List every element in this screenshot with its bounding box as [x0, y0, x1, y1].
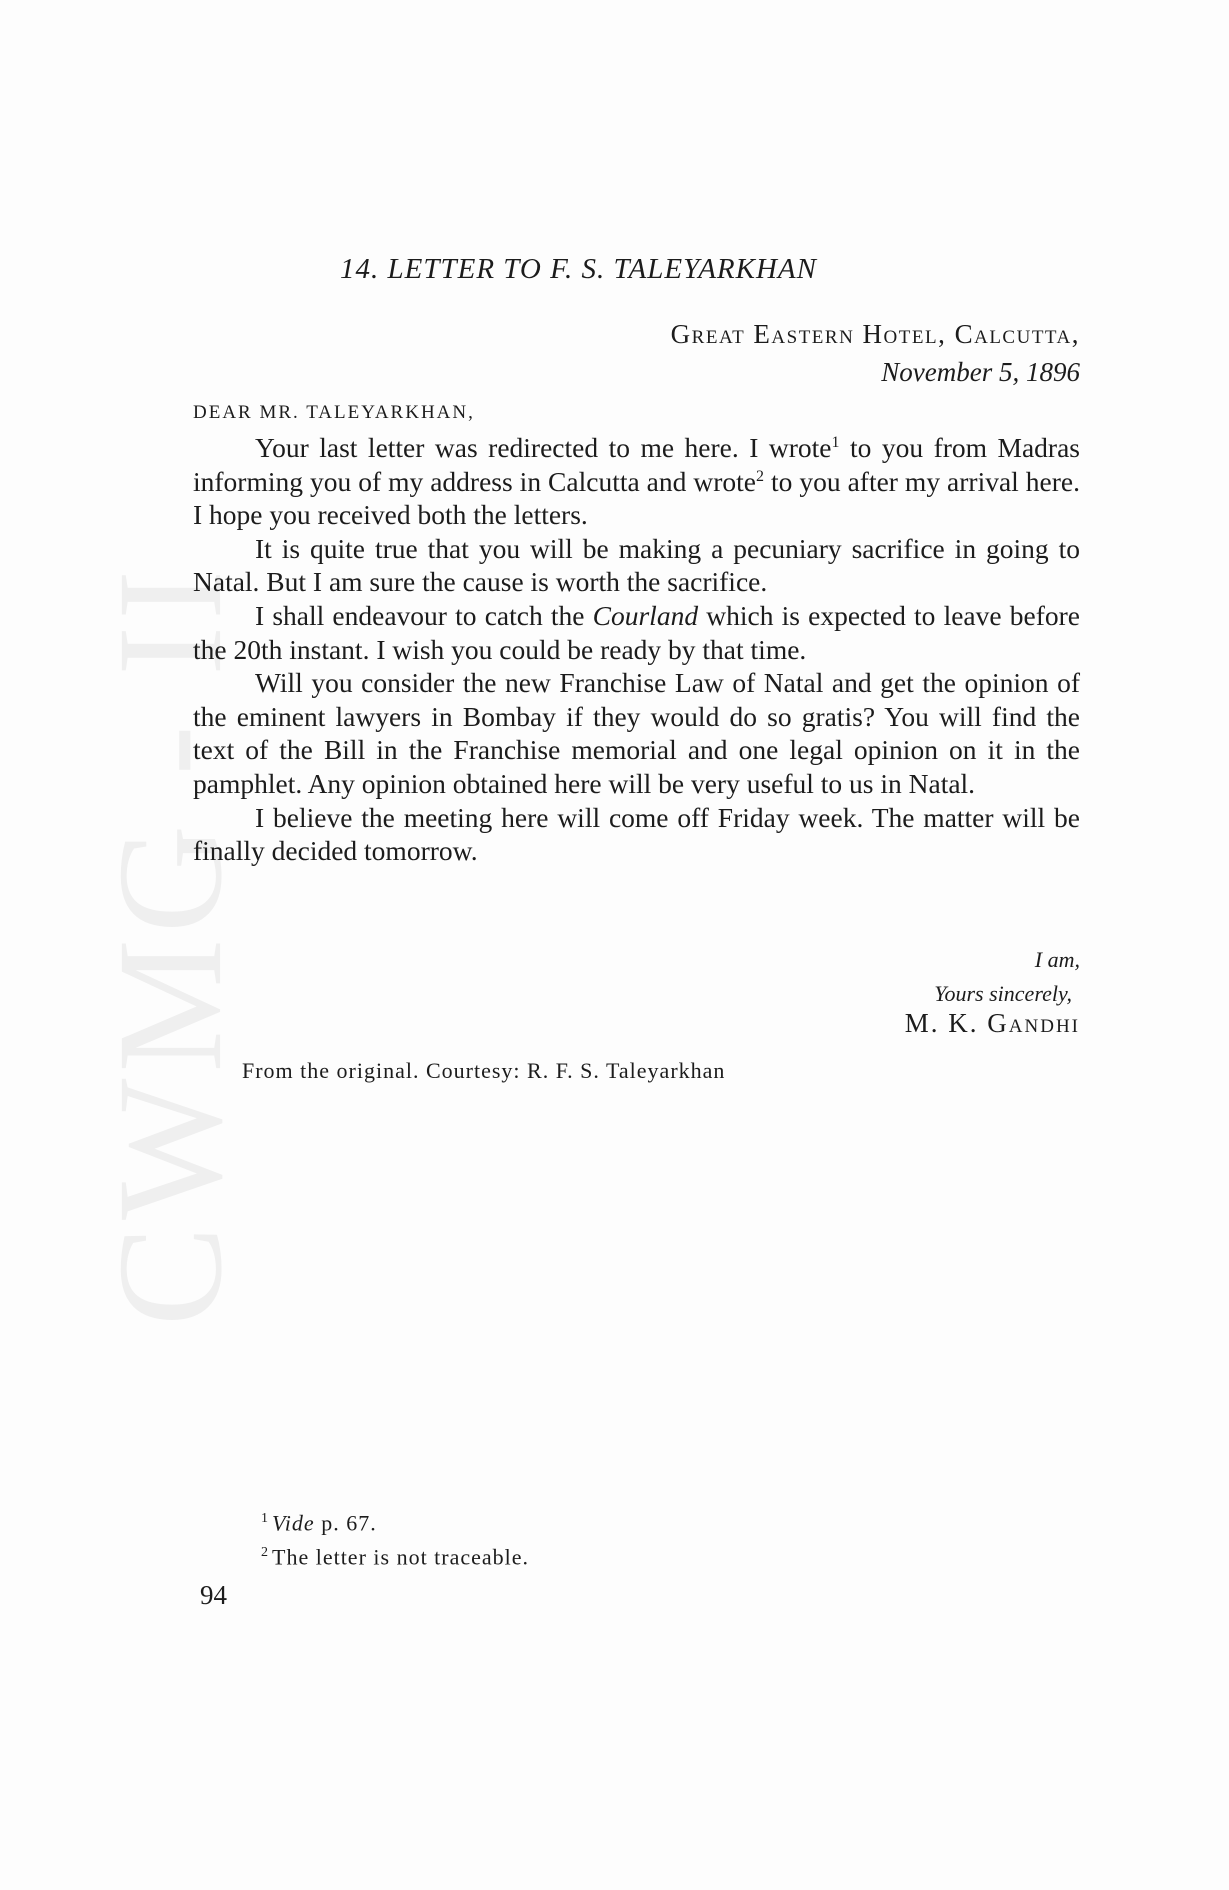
- page-number: 94: [200, 1580, 227, 1610]
- salutation: DEAR MR. TALEYARKHAN,: [193, 402, 475, 423]
- footnote-1-italic: Vide: [272, 1510, 315, 1536]
- address-place: Great Eastern Hotel, Calcutta,: [670, 319, 1080, 349]
- footnote-1: [261, 1504, 529, 1538]
- paragraph-1-text-a: Your last letter was redirected to me here. I wrote: [255, 432, 832, 463]
- ship-name: Courland: [592, 599, 699, 631]
- sender-address: [671, 315, 1080, 391]
- footnote-ref-1: 1: [831, 433, 840, 451]
- paragraph-1-text-b: to you from Madras informing you of my address in Calcutta and wrote: [193, 432, 1080, 497]
- footnotes: [261, 1504, 529, 1573]
- closing: [934, 943, 1080, 1011]
- paragraph-1-text-c: to you after my arrival here. I hope you received both the letters.: [193, 465, 1080, 531]
- paragraph-3: [193, 599, 1080, 666]
- footnote-1-number: 1: [261, 1511, 269, 1526]
- letter-title: 14. LETTER TO F. S. TALEYARKHAN: [340, 253, 817, 285]
- address-date: November 5, 1896: [881, 357, 1080, 387]
- footnote-2-text: The letter is not traceable.: [272, 1544, 530, 1570]
- paragraph-2: It is quite true that you will be making a pecuniary sacrifice in going to Natal. But I am sure the cause is worth the sacrifice.: [193, 532, 1080, 598]
- paragraph-5: I believe the meeting here will come off Friday week. The matter will be finally decided tomorrow.: [193, 801, 1080, 867]
- source-note: From the original. Courtesy: R. F. S. Taleyarkhan: [242, 1058, 726, 1083]
- footnote-2-number: 2: [261, 1545, 269, 1561]
- footnote-ref-2: 2: [755, 467, 764, 485]
- closing-line-1: I am,: [1034, 947, 1080, 972]
- footnote-1-text: p. 67.: [314, 1510, 377, 1536]
- paragraph-3-text-a: I shall endeavour to catch the: [255, 599, 593, 631]
- signature: M. K. Gandhi: [904, 1008, 1080, 1038]
- letter-body: [193, 431, 1080, 868]
- paragraph-3-text-b: which is expected to leave before the 20th instant. I wish you could be ready by that time.: [193, 599, 1080, 665]
- watermark-text: CWMG - II: [87, 563, 253, 1327]
- paragraph-4: Will you consider the new Franchise Law of Natal and get the opinion of the eminent lawyers in Bombay if they would do so gratis? You will find the text of the Bill in the Franchise memorial and one legal opinion on it in the pamphlet. Any opinion obtained here will be very useful to us in Natal.: [193, 667, 1080, 799]
- footnote-2: [261, 1538, 529, 1572]
- paragraph-1: [193, 431, 1080, 532]
- closing-line-2: Yours sincerely,: [934, 981, 1072, 1006]
